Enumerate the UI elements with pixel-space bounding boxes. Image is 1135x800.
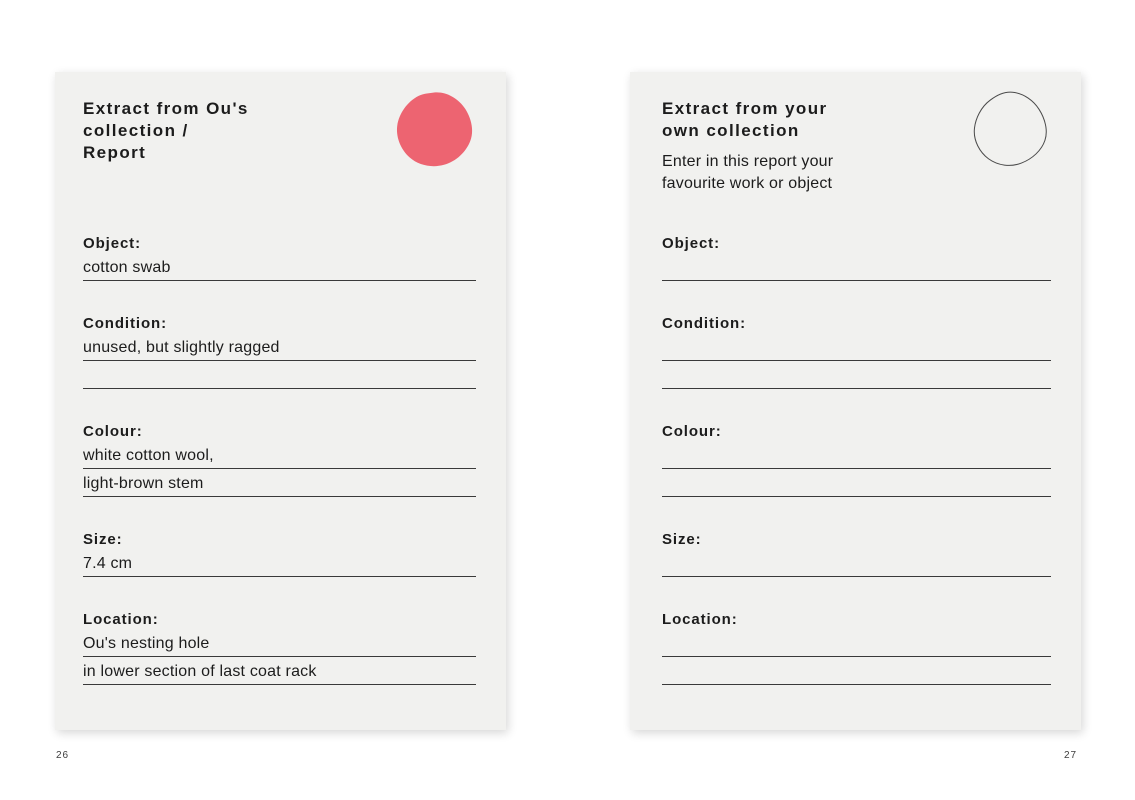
field-value: unused, but slightly ragged (83, 339, 280, 356)
blob-filled-icon (394, 89, 476, 175)
blob-outline-shape (974, 92, 1046, 165)
fill-in-line[interactable] (662, 333, 1051, 361)
page-right (630, 72, 1081, 730)
page-number-right: 27 (1064, 750, 1078, 761)
field-value: white cotton wool, (83, 447, 214, 464)
field-label: Colour: (83, 423, 143, 440)
field-label: Colour: (662, 423, 722, 440)
field-label: Condition: (662, 315, 746, 332)
fill-in-line[interactable] (662, 657, 1051, 685)
field-label: Size: (83, 531, 123, 548)
fill-in-line[interactable] (662, 469, 1051, 497)
field-object (83, 234, 476, 281)
field-label: Object: (662, 235, 720, 252)
page-subtitle-line: Enter in this report your (662, 153, 834, 170)
page-right-header (662, 98, 1051, 195)
fill-in-line[interactable] (662, 549, 1051, 577)
field-value: Ou's nesting hole (83, 635, 210, 652)
field-value: 7.4 cm (83, 555, 133, 572)
field-value-line (83, 657, 476, 685)
field-label: Size: (662, 531, 702, 548)
field-location (83, 610, 476, 685)
fill-in-line[interactable] (662, 253, 1051, 281)
field-value: cotton swab (83, 259, 171, 276)
page-title-line: collection / (83, 121, 189, 140)
fill-in-line[interactable] (662, 629, 1051, 657)
field-object (662, 234, 1051, 281)
field-size (662, 530, 1051, 577)
field-value: in lower section of last coat rack (83, 663, 317, 680)
field-value-line (83, 361, 476, 389)
field-value-line (83, 333, 476, 361)
field-label: Object: (83, 235, 141, 252)
field-value: light-brown stem (83, 475, 204, 492)
field-size (83, 530, 476, 577)
page-title-line: own collection (662, 121, 800, 140)
field-value-line (83, 253, 476, 281)
field-colour (662, 422, 1051, 497)
field-label: Location: (83, 611, 159, 628)
blob-outline-icon (971, 90, 1055, 174)
field-label: Location: (662, 611, 738, 628)
field-value-line (83, 629, 476, 657)
field-condition (83, 314, 476, 389)
field-value-line (83, 549, 476, 577)
field-colour (83, 422, 476, 497)
page-left (55, 72, 506, 730)
field-value-line (83, 441, 476, 469)
fill-in-line[interactable] (662, 441, 1051, 469)
page-left-header (83, 98, 476, 164)
report-fields-left (83, 234, 476, 685)
field-condition (662, 314, 1051, 389)
report-fields-right (662, 234, 1051, 685)
page-subtitle-line: favourite work or object (662, 175, 833, 192)
page-number-left: 26 (56, 750, 70, 761)
page-title-line: Extract from your (662, 99, 828, 118)
field-value-line (83, 469, 476, 497)
field-label: Condition: (83, 315, 167, 332)
page-title-line: Extract from Ou's (83, 99, 249, 118)
blob-filled-shape (397, 92, 472, 166)
fill-in-line[interactable] (662, 361, 1051, 389)
field-location (662, 610, 1051, 685)
page-title-line: Report (83, 143, 147, 162)
